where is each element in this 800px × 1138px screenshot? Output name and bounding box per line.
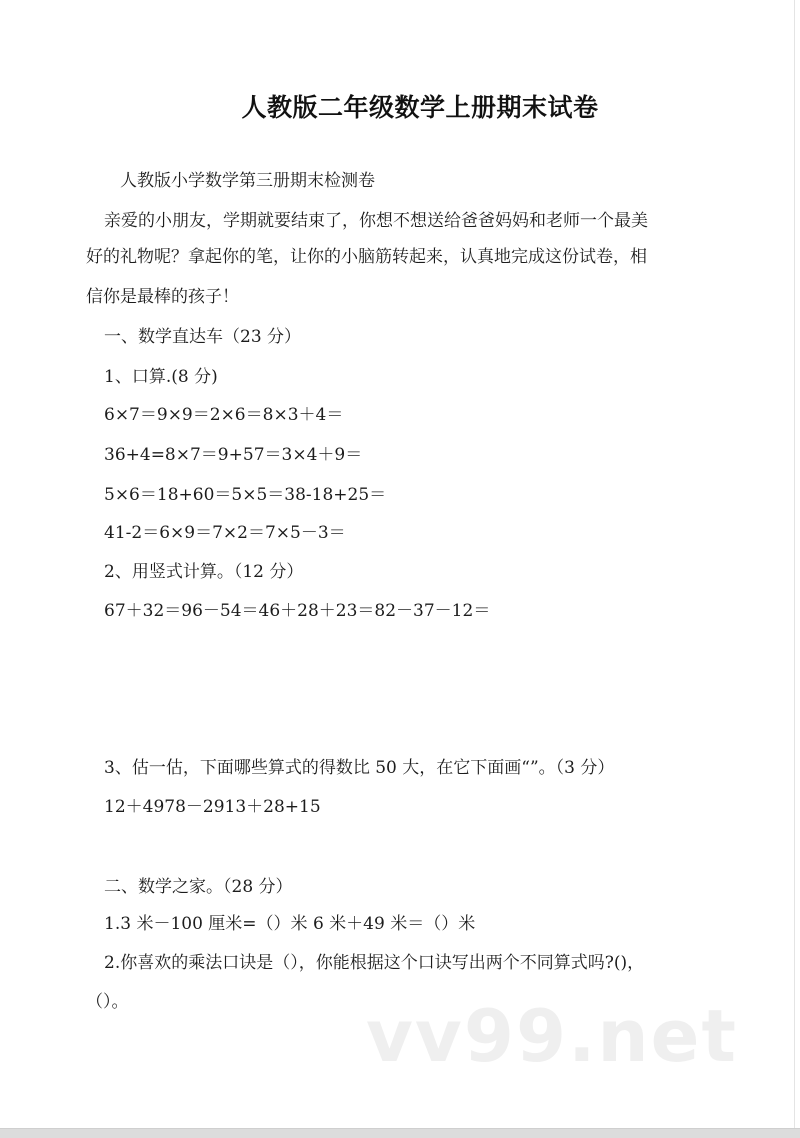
document-subtitle: 人教版小学数学第三册期末检测卷 xyxy=(120,171,375,191)
mental-math-line-3: 5×6＝18+60＝5×5＝38-18+25＝ xyxy=(104,485,387,505)
document-title: 人教版二年级数学上册期末试卷 xyxy=(241,93,599,122)
section-2-question-2-line-1: 2.你喜欢的乘法口诀是（），你能根据这个口诀写出两个不同算式吗?()， xyxy=(104,953,645,973)
section-2-question-1: 1.3 米－100 厘米=（）米 6 米＋49 米＝（）米 xyxy=(104,914,476,934)
question-2-heading: 2、用竖式计算。（12 分） xyxy=(104,562,304,582)
mental-math-line-2: 36+4=8×7＝9+57＝3×4＋9＝ xyxy=(104,445,363,465)
vertical-calc-line: 67＋32＝96－54＝46＋28＋23＝82－37－12＝ xyxy=(104,601,491,621)
question-3-heading: 3、估一估，下面哪些算式的得数比 50 大，在它下面画“”。（3 分） xyxy=(104,758,615,778)
section-1-heading: 一、数学直达车（23 分） xyxy=(104,327,302,347)
section-2-question-2-line-2: （）。 xyxy=(86,992,129,1012)
section-2-heading: 二、数学之家。（28 分） xyxy=(104,877,293,897)
intro-line-3: 信你是最棒的孩子！ xyxy=(86,287,239,307)
intro-line-2: 好的礼物呢？拿起你的笔，让你的小脑筋转起来，认真地完成这份试卷，相 xyxy=(86,247,647,267)
mental-math-line-1: 6×7＝9×9＝2×6＝8×3＋4＝ xyxy=(104,405,344,425)
question-1-heading: 1、口算.(8 分) xyxy=(104,367,218,387)
watermark: vv99.net xyxy=(366,994,738,1078)
estimate-line: 12＋4978－2913＋28+15 xyxy=(104,797,321,817)
intro-line-1: 亲爱的小朋友，学期就要结束了，你想不想送给爸爸妈妈和老师一个最美 xyxy=(104,211,648,231)
mental-math-line-4: 41-2＝6×9＝7×2＝7×5－3＝ xyxy=(104,523,346,543)
